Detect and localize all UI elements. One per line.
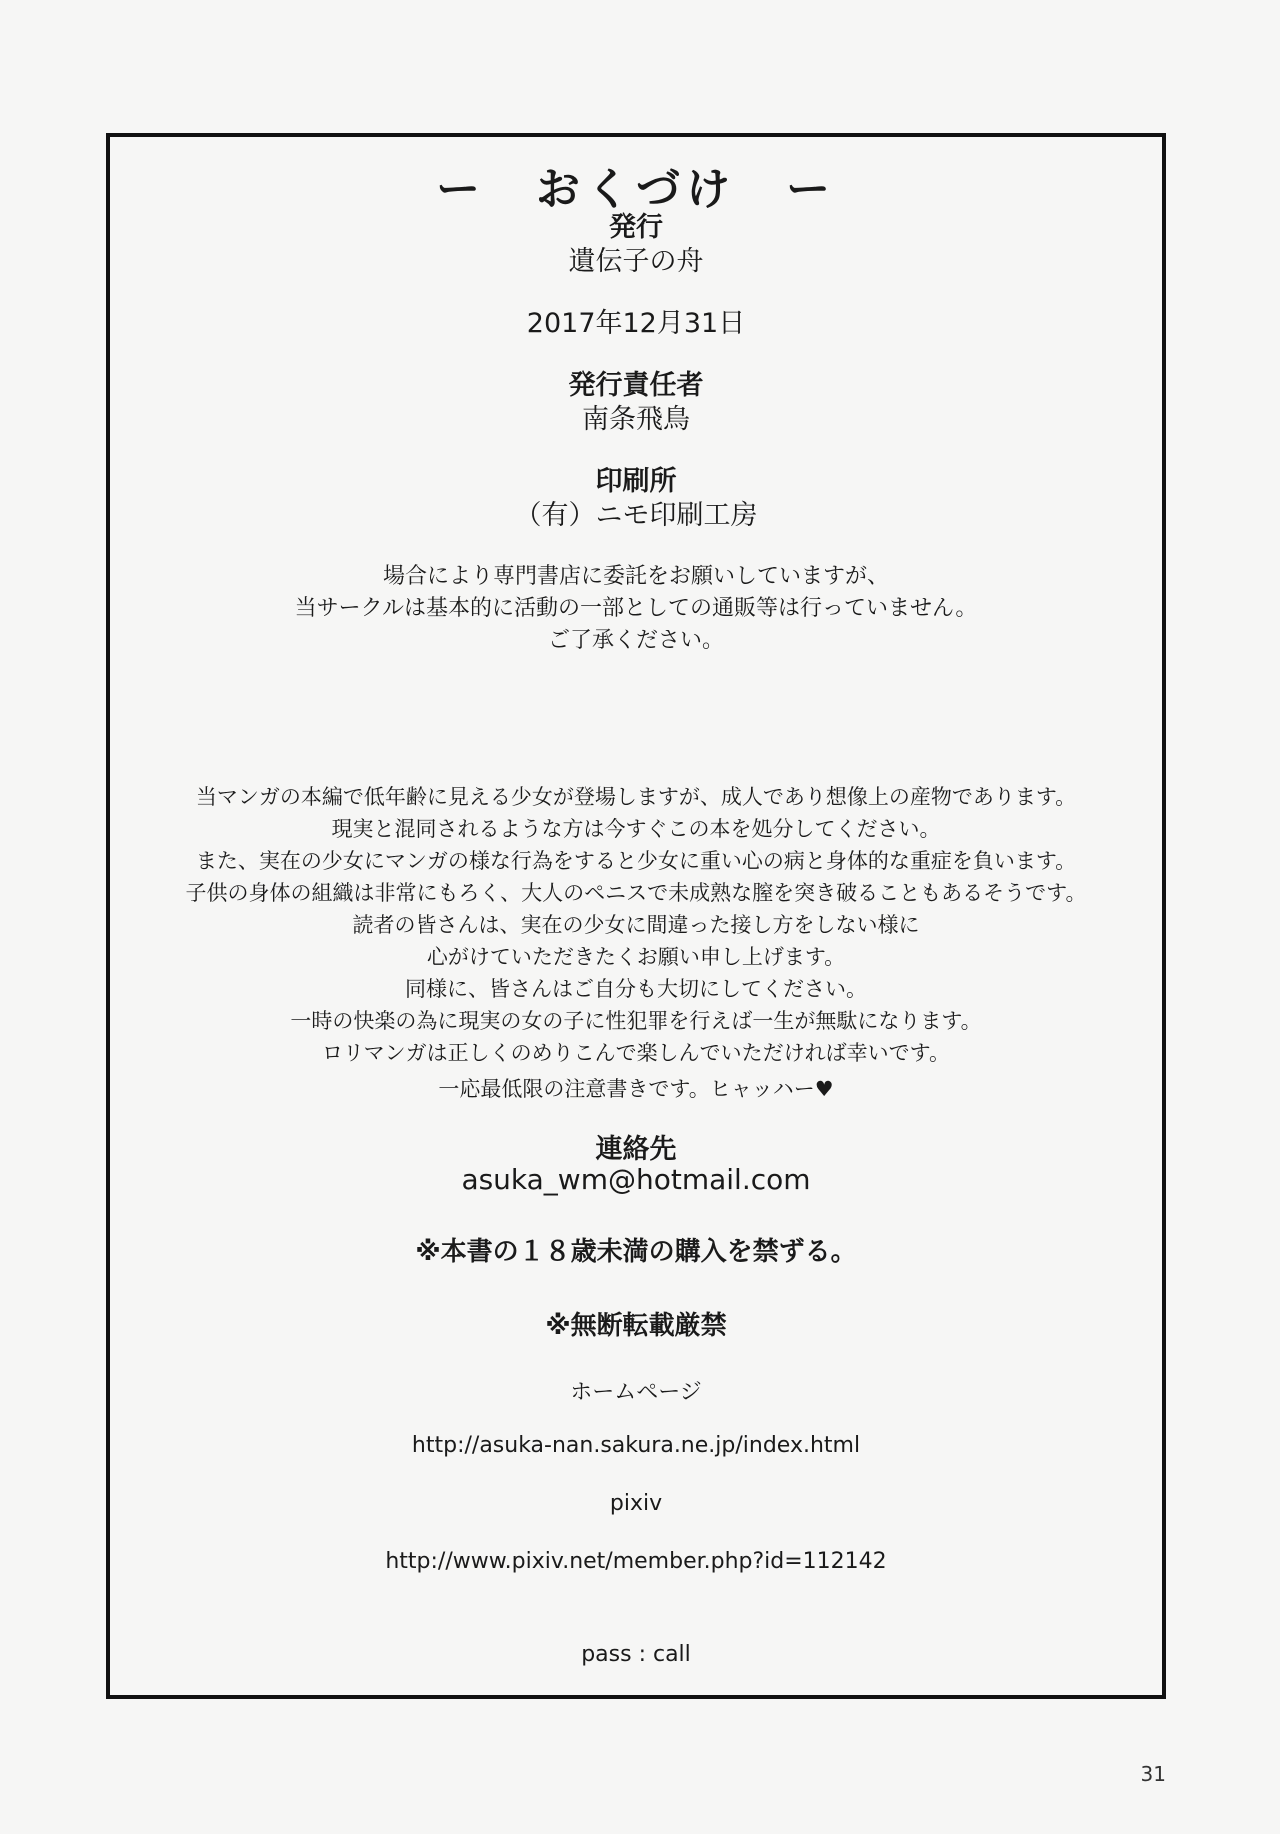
pixiv-url: http://www.pixiv.net/member.php?id=112142 [385,1549,887,1574]
responsible-heading: 発行責任者 [568,370,704,401]
disclaimer-line: 同様に、皆さんはご自分も大切にしてください。 [405,977,867,1001]
disclaimer-line: 読者の皆さんは、実在の少女に間違った接し方をしない様に [352,913,920,937]
printer-name: （有）ニモ印刷工房 [514,500,758,531]
reproduction-warning: ※無断転載厳禁 [545,1311,727,1341]
homepage-label: ホームページ [570,1380,702,1405]
age-warning: ※本書の１８歳未満の購入を禁ずる。 [415,1237,857,1267]
disclaimer-line: 心がけていただきたくお願い申し上げます。 [426,945,846,969]
printer-heading: 印刷所 [595,466,677,497]
colophon-frame [106,133,1166,1699]
disclaimer-line: 一応最低限の注意書きです。ヒャッハー♥ [438,1077,834,1101]
publication-date: 2017年12月31日 [526,308,746,339]
contact-email: asuka_wm@hotmail.com [461,1163,811,1196]
disclaimer-line: 当マンガの本編で低年齢に見える少女が登場しますが、成人であり想像上の産物であります。 [195,785,1077,809]
consignment-line: ご了承ください。 [547,628,724,653]
disclaimer-line: 子供の身体の組織は非常にもろく、大人のペニスで未成熟な膣を突き破ることもあるそうです。 [185,881,1087,905]
page-number: 31 [1140,1762,1166,1786]
homepage-url: http://asuka-nan.sakura.ne.jp/index.html [411,1433,861,1458]
disclaimer-line: 現実と混同されるような方は今すぐこの本を処分してください。 [331,817,941,841]
consignment-line: 場合により専門書店に委託をお願いしていますが、 [382,564,889,589]
consignment-line: 当サークルは基本的に活動の一部としての通販等は行っていません。 [294,596,978,621]
disclaimer-line: ロリマンガは正しくのめりこんで楽しんでいただければ幸いです。 [322,1041,950,1065]
pixiv-label: pixiv [609,1491,663,1516]
contact-heading: 連絡先 [595,1134,677,1165]
publisher-name: 遺伝子の舟 [568,246,704,277]
disclaimer-line: また、実在の少女にマンガの様な行為をすると少女に重い心の病と身体的な重症を負います。 [195,849,1077,873]
disclaimer-line: 一時の快楽の為に現実の女の子に性犯罪を行えば一生が無駄になります。 [290,1009,982,1033]
responsible-name: 南条飛鳥 [582,404,690,435]
publisher-heading: 発行 [609,212,663,243]
colophon-title: ー おくづけ ー [436,164,836,215]
pass-text: pass : call [581,1642,691,1667]
